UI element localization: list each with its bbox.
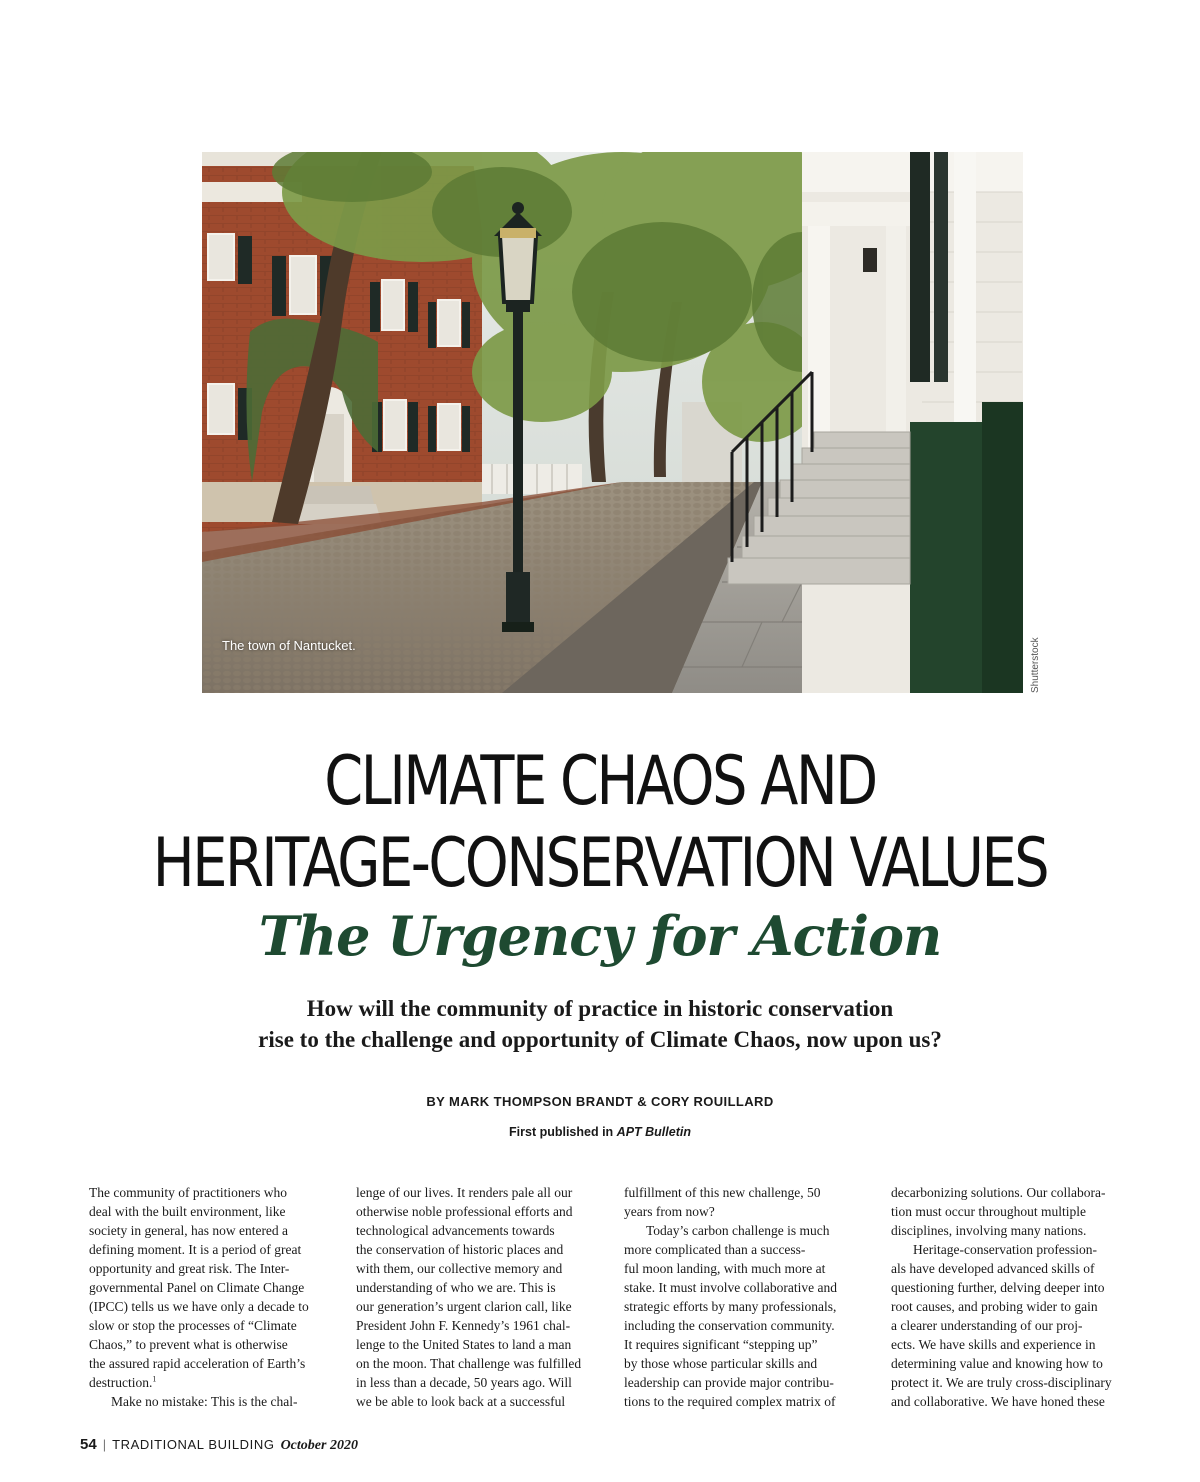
nantucket-street-illustration xyxy=(202,152,1023,693)
dek xyxy=(150,993,1050,1055)
body-line: (IPCC) tells us we have only a decade to xyxy=(89,1299,309,1314)
body-line: Heritage-conservation profession- xyxy=(913,1242,1098,1257)
body-line: governmental Panel on Climate Change xyxy=(89,1280,305,1295)
body-line: with them, our collective memory and xyxy=(356,1261,563,1276)
body-line: more complicated than a success- xyxy=(624,1242,806,1257)
body-column-4 xyxy=(891,1183,1141,1411)
page-footer xyxy=(80,1436,358,1454)
body-line: disciplines, involving many nations. xyxy=(891,1223,1087,1238)
body-line: slow or stop the processes of “Climate xyxy=(89,1318,297,1333)
published-source: APT Bulletin xyxy=(616,1125,691,1139)
body-line: als have developed advanced skills of xyxy=(891,1261,1095,1276)
body-line: questioning further, delving deeper into xyxy=(891,1280,1105,1295)
body-line: It requires significant “stepping up” xyxy=(624,1337,818,1352)
body-line: strategic efforts by many professionals, xyxy=(624,1299,837,1314)
dek-line-2: rise to the challenge and opportunity of Climate Chaos, now upon us? xyxy=(258,1027,942,1052)
body-line: fulfillment of this new challenge, 50 xyxy=(624,1185,821,1200)
body-line-text: destruction. xyxy=(89,1375,153,1390)
body-line: opportunity and great risk. The Inter- xyxy=(89,1261,290,1276)
body-line: Chaos,” to prevent what is otherwise xyxy=(89,1337,288,1352)
body-line: by those whose particular skills and xyxy=(624,1356,818,1371)
body-column-3 xyxy=(624,1183,874,1411)
body-line: otherwise noble professional efforts and xyxy=(356,1204,573,1219)
magazine-name: TRADITIONAL BUILDING xyxy=(112,1437,275,1452)
body-line: on the moon. That challenge was fulfilled xyxy=(356,1356,582,1371)
body-line: lenge to the United States to land a man xyxy=(356,1337,572,1352)
published-note xyxy=(0,1125,1200,1139)
page-number: 54 xyxy=(80,1436,97,1453)
body-line: protect it. We are truly cross-disciplinary xyxy=(891,1375,1112,1390)
body-line: years from now? xyxy=(624,1204,715,1219)
body-line: society in general, has now entered a xyxy=(89,1223,289,1238)
body-line: stake. It must involve collaborative and xyxy=(624,1280,837,1295)
body-line: leadership can provide major contribu- xyxy=(624,1375,834,1390)
headline-line-2: HERITAGE-CONSERVATION VALUES xyxy=(152,824,1048,903)
body-line: the assured rapid acceleration of Earth’s xyxy=(89,1356,306,1371)
photo-caption: The town of Nantucket. xyxy=(222,638,356,653)
body-line: Make no mistake: This is the chal- xyxy=(111,1394,298,1409)
footnote-ref: 1 xyxy=(152,1374,157,1384)
body-line: lenge of our lives. It renders pale all our xyxy=(356,1185,573,1200)
published-prefix: First published in xyxy=(509,1125,617,1139)
body-column-2 xyxy=(356,1183,606,1411)
body-line: in less than a decade, 50 years ago. Will xyxy=(356,1375,572,1390)
body-line: ects. We have skills and experience in xyxy=(891,1337,1096,1352)
body-line: President John F. Kennedy’s 1961 chal- xyxy=(356,1318,571,1333)
body-line: Today’s carbon challenge is much xyxy=(646,1223,830,1238)
body-line: defining moment. It is a period of great xyxy=(89,1242,302,1257)
body-line: technological advancements towards xyxy=(356,1223,555,1238)
body-line: deal with the built environment, like xyxy=(89,1204,286,1219)
body-line: determining value and knowing how to xyxy=(891,1356,1103,1371)
body-line: the conservation of historic places and xyxy=(356,1242,564,1257)
body-line: including the conservation community. xyxy=(624,1318,835,1333)
body-line: we be able to look back at a successful xyxy=(356,1394,566,1409)
body-line: The community of practitioners who xyxy=(89,1185,287,1200)
hero-photo xyxy=(202,152,1023,693)
byline: BY MARK THOMPSON BRANDT & CORY ROUILLARD xyxy=(426,1094,774,1109)
body-column-1 xyxy=(89,1183,339,1411)
body-line xyxy=(89,1373,339,1392)
body-line: understanding of who we are. This is xyxy=(356,1280,556,1295)
body-line: ful moon landing, with much more at xyxy=(624,1261,826,1276)
body-line: decarbonizing solutions. Our collabora- xyxy=(891,1185,1106,1200)
body-line: a clearer understanding of our proj- xyxy=(891,1318,1083,1333)
body-line: tions to the required complex matrix of xyxy=(624,1394,836,1409)
issue-date: October 2020 xyxy=(280,1438,358,1453)
subhead: The Urgency for Action xyxy=(258,904,942,968)
footer-separator: | xyxy=(102,1437,107,1452)
body-line: and collaborative. We have honed these xyxy=(891,1394,1105,1409)
headline-line-1: CLIMATE CHAOS AND xyxy=(324,742,876,821)
body-line: our generation’s urgent clarion call, like xyxy=(356,1299,572,1314)
body-line: tion must occur throughout multiple xyxy=(891,1204,1086,1219)
dek-line-1: How will the community of practice in historic conservation xyxy=(306,996,894,1021)
photo-credit: Shutterstock xyxy=(1030,637,1041,693)
body-line: root causes, and probing wider to gain xyxy=(891,1299,1098,1314)
